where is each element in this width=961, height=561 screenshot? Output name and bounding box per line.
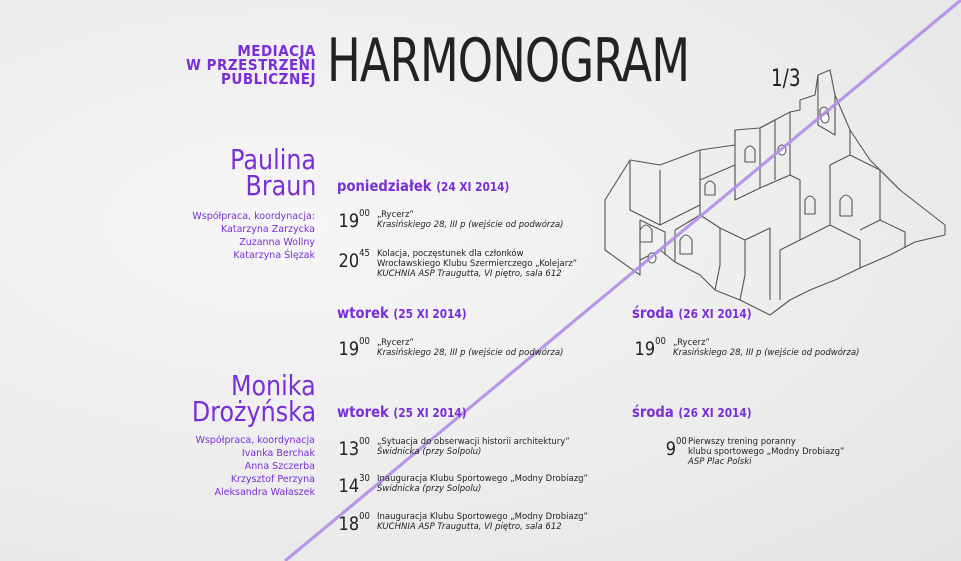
- page-title: HARMONOGRAM: [327, 26, 690, 96]
- person-name-last: Braun: [245, 169, 316, 202]
- day-name: środa: [632, 403, 674, 421]
- event-description: [377, 338, 563, 358]
- subtitle-line: MEDIACJA: [237, 42, 316, 60]
- person-name-first: Paulina: [230, 143, 316, 176]
- event-description: [673, 338, 859, 358]
- event-title-continued: klubu sportowego „Modny Drobiazg”: [688, 447, 845, 457]
- event-title: Pierwszy trening poranny: [688, 437, 796, 447]
- event-title-continued: Wrocławskiego Klubu Szermierczego „Kolejarz”: [377, 259, 578, 269]
- event-time: $19^{00}$: [338, 336, 370, 360]
- collaborator-name: Krzysztof Perzyna: [230, 474, 315, 485]
- event-title: „Rycerz”: [673, 338, 710, 348]
- event-title: Inauguracja Klubu Sportowego „Modny Drobiazg”: [377, 474, 588, 484]
- event-title: Kolacja, poczęstunek dla członków: [377, 249, 524, 259]
- day-heading: [632, 305, 752, 322]
- event-time: $13^{00}$: [338, 436, 370, 460]
- event-description: [688, 437, 844, 467]
- event-time: $14^{30}$: [338, 473, 370, 497]
- day-name: środa: [632, 304, 674, 322]
- event-time: $20^{45}$: [338, 248, 370, 272]
- collaborator-name: Zuzanna Wollny: [239, 237, 315, 248]
- subtitle-line: W PRZESTRZENI: [185, 56, 316, 74]
- day-heading: [337, 404, 467, 421]
- day-name: wtorek: [337, 304, 389, 322]
- day-heading: [632, 404, 752, 421]
- event-time: $18^{00}$: [338, 511, 370, 535]
- subtitle-line: PUBLICZNEJ: [221, 70, 316, 88]
- event-place: Krasińskiego 28, III p (wejście od podwórza): [673, 348, 860, 358]
- credits-role: Współpraca, koordynacja:: [192, 211, 315, 222]
- event-description: [377, 210, 563, 230]
- event-description: [377, 474, 588, 494]
- day-date: (26 XI 2014): [678, 307, 752, 321]
- collaborator-name: Anna Szczerba: [244, 461, 315, 472]
- credits-block: [196, 434, 315, 499]
- person-name-last: Drożyńska: [191, 395, 316, 428]
- collaborator-name: Ivanka Berchak: [241, 448, 315, 459]
- event-place: ASP Plac Polski: [688, 457, 752, 467]
- event-time: $19^{00}$: [338, 208, 370, 232]
- day-name: poniedziałek: [337, 177, 432, 195]
- day-heading: [337, 178, 509, 195]
- day-date: (25 XI 2014): [393, 307, 467, 321]
- day-date: (25 XI 2014): [393, 406, 467, 420]
- day-date: (26 XI 2014): [678, 406, 752, 420]
- event-place: Krasińskiego 28, III p (wejście od podwórza): [377, 220, 564, 230]
- collaborator-name: Katarzyna Zarzycka: [220, 224, 315, 235]
- day-heading: [337, 305, 467, 322]
- event-place: KUCHNIA ASP Traugutta, VI piętro, sala 612: [377, 269, 562, 279]
- project-subtitle: [186, 44, 316, 86]
- day-date: (24 XI 2014): [436, 180, 510, 194]
- event-place: Świdnicka (przy Solpolu): [377, 484, 482, 494]
- event-description: [377, 437, 570, 457]
- event-title: „Rycerz”: [377, 210, 414, 220]
- event-description: [377, 512, 588, 532]
- page-part-number: 1/3: [771, 64, 801, 92]
- event-place: Krasińskiego 28, III p (wejście od podwórza): [377, 348, 564, 358]
- credits-role: Współpraca, koordynacja: [195, 435, 315, 446]
- event-title: Inauguracja Klubu Sportowego „Modny Drobiazg”: [377, 512, 588, 522]
- event-description: [377, 249, 577, 279]
- event-time: $9^{00}$: [665, 436, 687, 460]
- event-place: KUCHNIA ASP Traugutta, VI piętro, sala 612: [377, 522, 562, 532]
- collaborator-name: Aleksandra Wałaszek: [214, 487, 315, 498]
- collaborator-name: Katarzyna Ślęzak: [233, 250, 315, 261]
- person-name-first: Monika: [231, 369, 316, 402]
- credits-block: [192, 210, 315, 262]
- day-name: wtorek: [337, 403, 389, 421]
- event-title: „Sytuacja do obserwacji historii architektury”: [377, 437, 570, 447]
- event-place: Świdnicka (przy Solpolu): [377, 447, 482, 457]
- event-time: $19^{00}$: [634, 336, 666, 360]
- event-title: „Rycerz”: [377, 338, 414, 348]
